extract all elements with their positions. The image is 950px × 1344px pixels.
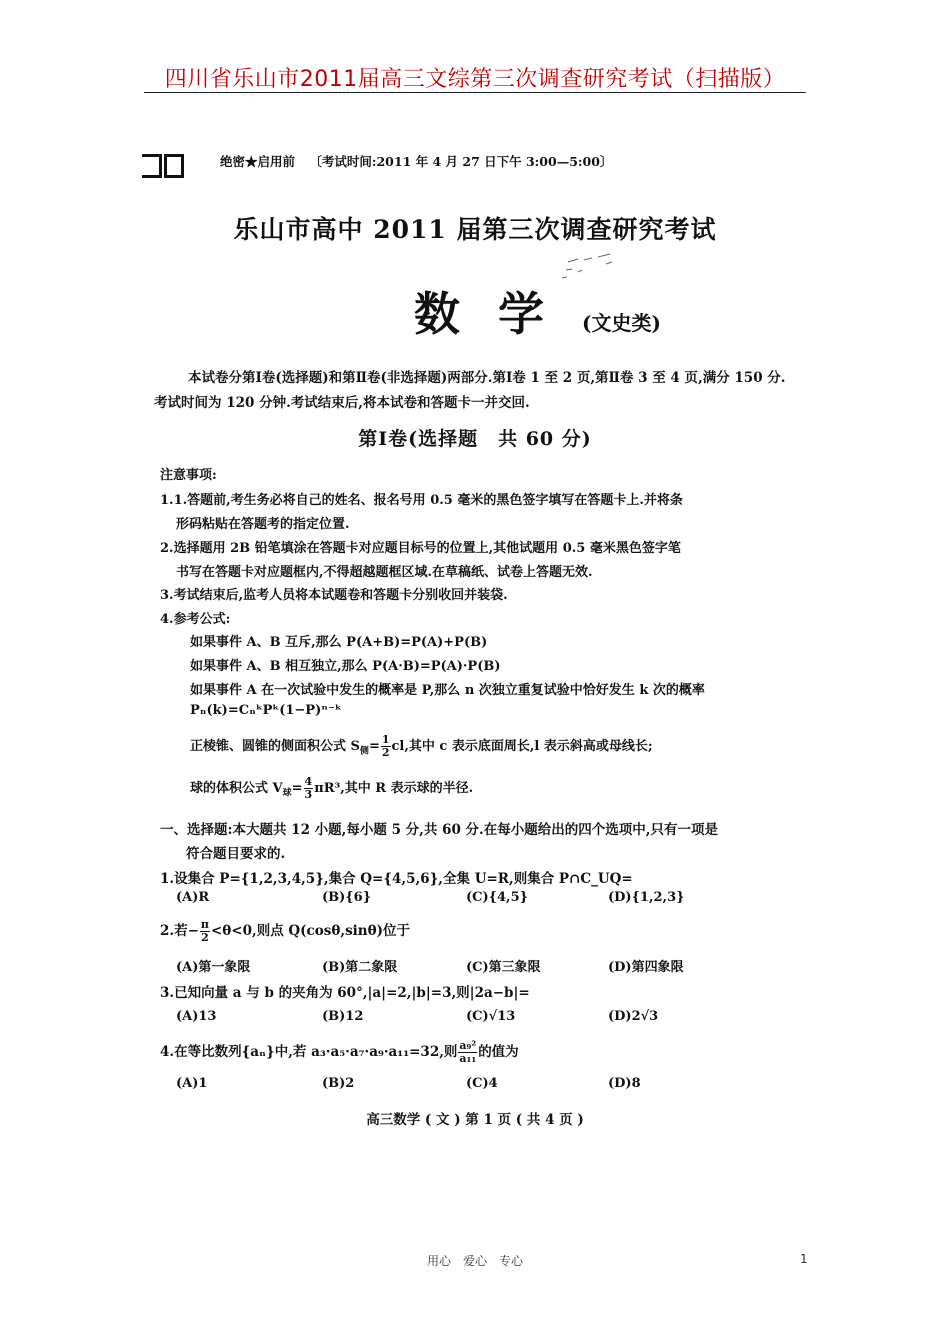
section-one-heading-cont: 符合题目要求的. xyxy=(186,846,286,862)
notice-item: 形码粘贴在答题考的指定位置. xyxy=(176,517,350,532)
fraction: $\frac{\text{a₉²}}{\text{a₁₁}}$ xyxy=(459,1039,477,1065)
cone-formula: 正棱锥、圆锥的侧面积公式 $S_侧=$ $\frac{1}{2}$ cl,其中 c 表示底面周长,l 表示斜高或母线长; xyxy=(190,733,653,759)
formula-line: 如果事件 A、B 互斥,那么 P(A+B)=P(A)+P(B) xyxy=(190,635,488,650)
option-c: (C){4,5} xyxy=(466,890,528,905)
page-number: 1 xyxy=(800,1252,808,1266)
option-c: (C)第三象限 xyxy=(466,960,541,975)
notice-item: 书写在答题卡对应题框内,不得超越题框区域.在草稿纸、试卷上答题无效. xyxy=(176,565,593,580)
formula-line: 如果事件 A 在一次试验中发生的概率是 P,那么 n 次独立重复试验中恰好发生 k 次的概率 xyxy=(190,683,705,698)
question-stem: 2.若− $\frac{\pi}{2}$ <θ<0,则点 Q(cosθ,sinθ)位于 xyxy=(160,918,411,944)
intro-paragraph: 本试卷分第Ⅰ卷(选择题)和第Ⅱ卷(非选择题)两部分.第Ⅰ卷 1 至 2 页,第Ⅱ卷 3 至 4 页,满分 150 分.考试时间为 120 分钟.考试结束后,将本试卷和答题卡一并交回. xyxy=(154,370,786,411)
box-icon xyxy=(142,154,162,178)
bottom-note: 用心 爱心 专心 xyxy=(426,1254,523,1268)
option-d: (D){1,2,3} xyxy=(608,890,685,905)
scan-noise-icon xyxy=(548,248,638,288)
secret-line xyxy=(220,152,612,170)
option-c: (C)4 xyxy=(466,1076,498,1091)
page-footer: 高三数学 ( 文 ) 第 1 页 ( 共 4 页 ) xyxy=(366,1112,584,1128)
option-b: (B){6} xyxy=(322,890,372,905)
page-header: 四川省乐山市2011届高三文综第三次调查研究考试（扫描版） xyxy=(164,67,786,92)
formula-line: Pₙ(k)=CₙᵏPᵏ(1−P)ⁿ⁻ᵏ xyxy=(190,703,342,718)
part-title: 第Ⅰ卷(选择题 共 60 分) xyxy=(358,428,592,450)
option-b: (B)第二象限 xyxy=(322,960,398,975)
section-one-heading: 一、选择题:本大题共 12 小题,每小题 5 分,共 60 分.在每小题给出的四个选项中,只有一项是 xyxy=(160,822,718,838)
option-a: (A)R xyxy=(176,890,210,905)
question-stem: 3.已知向量 a 与 b 的夹角为 60°,|a|=2,|b|=3,则|2a−b|= xyxy=(160,985,530,1001)
option-a: (A)1 xyxy=(176,1076,208,1091)
notice-item: 3.考试结束后,监考人员将本试题卷和答题卡分别收回并装袋. xyxy=(160,588,508,603)
option-a: (A)13 xyxy=(176,1009,217,1024)
fraction: $\frac{1}{2}$ xyxy=(381,733,390,759)
option-d: (D)第四象限 xyxy=(608,960,684,975)
option-d: (D)2√3 xyxy=(608,1009,659,1024)
secret-label: 绝密★启用前 xyxy=(220,154,296,169)
notice-item: 1.1.答题前,考生务必将自己的姓名、报名号用 0.5 毫米的黑色签字填写在答题卡上.并将条 xyxy=(160,493,683,508)
notice-item: 2.选择题用 2B 铅笔填涂在答题卡对应题目标号的位置上,其他试题用 0.5 毫米黑色签字笔 xyxy=(160,541,681,556)
box-icon xyxy=(164,154,184,178)
option-a: (A)第一象限 xyxy=(176,960,251,975)
exam-time: 〔考试时间:2011 年 4 月 27 日下午 3:00—5:00〕 xyxy=(309,154,613,169)
exam-title: 乐山市高中 2011 届第三次调查研究考试 xyxy=(233,215,717,244)
sphere-formula: 球的体积公式 $V_球=$ $\frac{4}{3}$ πR³,其中 R 表示球的半径. xyxy=(190,775,474,801)
notice-item: 4.参考公式: xyxy=(160,612,231,627)
formula-line: 如果事件 A、B 相互独立,那么 P(A·B)=P(A)·P(B) xyxy=(190,659,501,674)
subject-sub: (文史类) xyxy=(582,311,661,335)
option-d: (D)8 xyxy=(608,1076,641,1091)
subject-main: 数学 xyxy=(414,287,582,341)
notice-heading: 注意事项: xyxy=(160,468,217,483)
option-b: (B)12 xyxy=(322,1009,364,1024)
fraction: $\frac{4}{3}$ xyxy=(304,775,313,801)
option-b: (B)2 xyxy=(322,1076,355,1091)
fraction: $\frac{\pi}{2}$ xyxy=(200,918,209,944)
option-c: (C)√13 xyxy=(466,1009,516,1024)
question-stem: 1.设集合 P={1,2,3,4,5},集合 Q={4,5,6},全集 U=R,则集合 P∩C_UQ= xyxy=(160,871,633,887)
header-divider xyxy=(144,92,806,93)
barcode-boxes xyxy=(142,154,184,178)
question-stem: 4.在等比数列{aₙ}中,若 a₃·a₅·a₇·a₉·a₁₁=32,则 $\frac{\text{a₉²}}{\text{a₁₁}}$ 的值为 xyxy=(160,1039,519,1065)
